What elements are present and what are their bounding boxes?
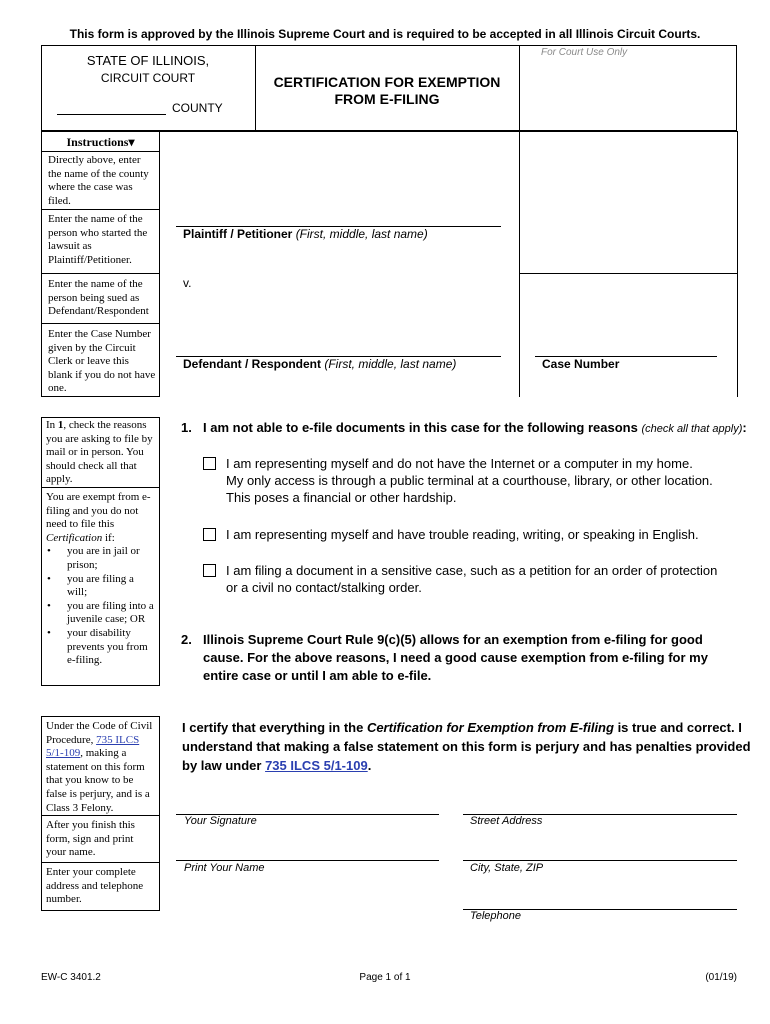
instructions-heading (41, 135, 160, 150)
certification-line3 (182, 756, 751, 775)
option3-line2: or a civil no contact/stalking order. (226, 580, 422, 595)
cert-line1-ital: Certification for Exemption from E-filing (366, 720, 614, 735)
exempt-list-item: • you are filing a will; (46, 573, 156, 600)
certification-statement (182, 718, 751, 775)
address-instruction: Enter your complete address and telephone number. (46, 866, 144, 906)
section1-colon: : (742, 420, 747, 435)
section1-heading (203, 420, 747, 435)
exempt-list (46, 545, 156, 667)
county-label: COUNTY (172, 101, 223, 115)
option1-line1: I am representing myself and do not have the Internet or a computer in my home. (226, 456, 693, 471)
case-number-label: Case Number (542, 357, 620, 371)
section2-number: 2. (181, 632, 192, 647)
form-title (255, 74, 519, 108)
approval-note: This form is approved by the Illinois Supreme Court and is required to be accepted in all Illinois Circuit Courts. (69, 27, 701, 41)
sign-instruction: After you finish this form, sign and print your name. (46, 819, 135, 859)
state-label: STATE OF ILLINOIS, (86, 53, 210, 68)
perjury-text-post: , making a statement on this form that you know to be false is perjury, and is a Class 3 Felony. (46, 747, 150, 814)
reasons-intro-post: , check the reasons you are asking to file by mail or in person. You should check all that apply. (46, 419, 153, 486)
exempt-list-item: • your disability prevents you from e-filing. (46, 627, 156, 668)
form-title-line1: CERTIFICATION FOR EXEMPTION (273, 74, 501, 90)
plaintiff-instruction: Enter the name of the person who started the lawsuit as Plaintiff/Petitioner. (48, 213, 148, 266)
cert-line1-post: is true and correct. I (613, 720, 742, 735)
form-id: EW-C 3401.2 (41, 972, 101, 983)
sensitive-case-option (226, 562, 717, 596)
perjury-instruction (46, 720, 156, 815)
reasons-intro-num: 1 (57, 419, 64, 431)
plaintiff-label (183, 227, 428, 241)
section2-line3: entire case or until I am able to e-file. (203, 668, 432, 683)
page-number: Page 1 of 1 (359, 972, 411, 983)
telephone-label: Telephone (470, 910, 521, 922)
section1-number: 1. (181, 420, 192, 435)
certification-line2: understand that making a false statement on this form is perjury and has penalties provided (182, 739, 751, 754)
court-use-label: For Court Use Only (541, 47, 628, 58)
print-name-label: Print Your Name (184, 862, 265, 874)
option1-line3: This poses a financial or other hardship. (226, 490, 457, 505)
perjury-text-pre: Under the Code of Civil Procedure, (46, 720, 153, 746)
court-label: CIRCUIT COURT (100, 71, 196, 85)
option1-line2: My only access is through a public terminal at a courthouse, library, or other location. (226, 473, 713, 488)
reasons-instruction (46, 419, 156, 487)
defendant-label (183, 357, 456, 371)
section2-line2: cause. For the above reasons, I need a good cause exemption from e-filing for my (203, 650, 708, 665)
language-checkbox[interactable] (203, 528, 216, 541)
defendant-hint: (First, middle, last name) (324, 357, 457, 371)
no-internet-checkbox[interactable] (203, 457, 216, 470)
section2-line1: Illinois Supreme Court Rule 9(c)(5) allows for an exemption from e-filing for good (203, 632, 703, 647)
signature-label: Your Signature (184, 815, 257, 827)
statute-link[interactable]: 735 ILCS 5/1-109 (46, 733, 140, 760)
no-internet-option (226, 455, 713, 506)
exempt-list-item: • you are filing into a juvenile case; OR (46, 600, 156, 627)
exempt-intro: You are exempt from e-filing and you do not need to file this (46, 491, 151, 531)
revision-date: (01/19) (705, 972, 737, 983)
certification-line1 (182, 718, 751, 737)
chevron-down-icon: ▾ (128, 135, 135, 149)
section1-heading-text: I am not able to e-file documents in this case for the following reasons (203, 420, 638, 435)
exempt-if: if: (102, 531, 115, 544)
county-name-field[interactable] (57, 114, 166, 115)
street-address-label: Street Address (470, 815, 543, 827)
city-state-zip-label: City, State, ZIP (470, 862, 544, 874)
plaintiff-label-text: Plaintiff / Petitioner (183, 227, 293, 241)
cert-line3-pre: by law under (182, 758, 266, 773)
form-title-line2: FROM E-FILING (334, 91, 440, 107)
section2-text (203, 631, 708, 685)
county-instruction: Directly above, enter the name of the county where the case was filed. (48, 154, 149, 207)
cert-line3-post: . (367, 758, 372, 773)
case-number-instruction: Enter the Case Number given by the Circuit Clerk or leave this blank if you do not have one. (48, 328, 156, 395)
sensitive-case-checkbox[interactable] (203, 564, 216, 577)
cert-line1-pre: I certify that everything in the (182, 720, 367, 735)
statute-link[interactable]: 735 ILCS 5/1-109 (265, 758, 368, 773)
option3-line1: I am filing a document in a sensitive case, such as a petition for an order of protection (226, 563, 718, 578)
exempt-list-item: • you are in jail or prison; (46, 545, 156, 572)
versus-label: v. (183, 276, 192, 290)
defendant-instruction: Enter the name of the person being sued as Defendant/Respondent (48, 278, 149, 318)
city-state-zip-field[interactable] (463, 860, 737, 861)
exempt-cert: Certification (46, 531, 103, 544)
reasons-intro-pre: In (46, 419, 58, 431)
print-name-field[interactable] (176, 860, 439, 861)
plaintiff-hint: (First, middle, last name) (295, 227, 428, 241)
defendant-label-text: Defendant / Respondent (183, 357, 322, 371)
language-option: I am representing myself and have trouble reading, writing, or speaking in English. (226, 527, 699, 542)
section1-hint: (check all that apply) (641, 423, 743, 435)
instructions-heading-text: Instructions (66, 135, 129, 149)
exempt-instruction (46, 491, 156, 668)
